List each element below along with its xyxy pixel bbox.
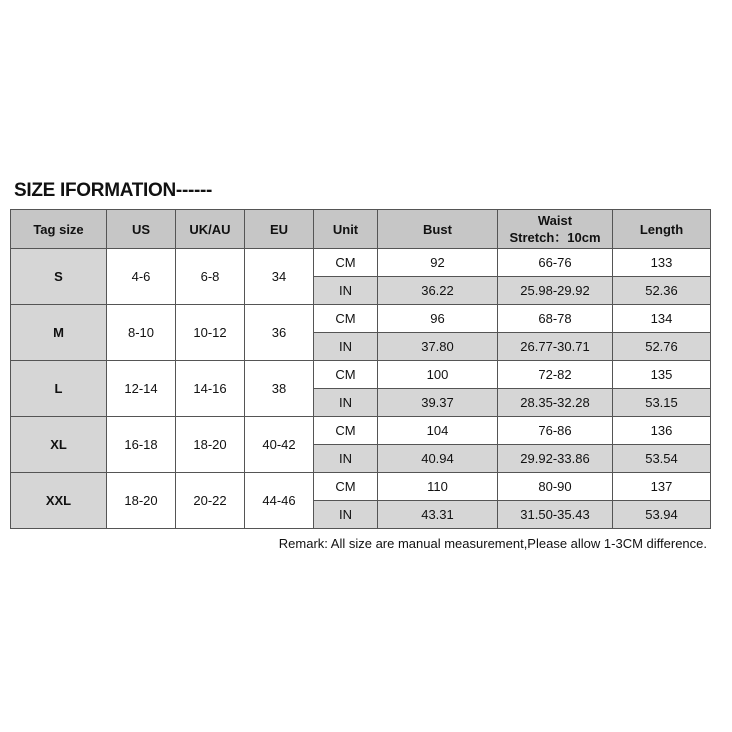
bust-cell: 110 [378, 473, 498, 501]
us-cell: 8-10 [107, 305, 176, 361]
uk-au-cell: 10-12 [176, 305, 245, 361]
tag-size-cell: L [11, 361, 107, 417]
unit-cell: IN [314, 389, 378, 417]
bust-cell: 100 [378, 361, 498, 389]
length-cell: 136 [613, 417, 711, 445]
eu-cell: 38 [245, 361, 314, 417]
us-cell: 12-14 [107, 361, 176, 417]
us-cell: 18-20 [107, 473, 176, 529]
table-row [11, 473, 711, 501]
header-waist-line1: Waist [537, 213, 573, 228]
waist-cell: 25.98-29.92 [498, 277, 613, 305]
header-waist-line2: Stretch：10cm [509, 230, 601, 245]
unit-cell: IN [314, 333, 378, 361]
page-title: SIZE IFORMATION------ [14, 180, 213, 201]
length-cell: 52.76 [613, 333, 711, 361]
length-cell: 52.36 [613, 277, 711, 305]
bust-cell: 96 [378, 305, 498, 333]
unit-cell: CM [314, 305, 378, 333]
waist-cell: 26.77-30.71 [498, 333, 613, 361]
uk-au-cell: 6-8 [176, 249, 245, 305]
bust-cell: 36.22 [378, 277, 498, 305]
uk-au-cell: 20-22 [176, 473, 245, 529]
table-row [11, 361, 711, 389]
unit-cell: CM [314, 417, 378, 445]
header-row [11, 210, 711, 249]
header-tag-size: Tag size [11, 210, 107, 249]
waist-cell: 76-86 [498, 417, 613, 445]
remark-note: Remark: All size are manual measurement,Please allow 1-3CM difference. [278, 536, 707, 551]
tag-size-cell: S [11, 249, 107, 305]
uk-au-cell: 18-20 [176, 417, 245, 473]
uk-au-cell: 14-16 [176, 361, 245, 417]
waist-cell: 28.35-32.28 [498, 389, 613, 417]
waist-cell: 29.92-33.86 [498, 445, 613, 473]
bust-cell: 40.94 [378, 445, 498, 473]
unit-cell: CM [314, 249, 378, 277]
tag-size-cell: XXL [11, 473, 107, 529]
bust-cell: 92 [378, 249, 498, 277]
tag-size-cell: XL [11, 417, 107, 473]
bust-cell: 39.37 [378, 389, 498, 417]
eu-cell: 36 [245, 305, 314, 361]
header-us: US [107, 210, 176, 249]
us-cell: 4-6 [107, 249, 176, 305]
bust-cell: 104 [378, 417, 498, 445]
waist-cell: 66-76 [498, 249, 613, 277]
waist-cell: 80-90 [498, 473, 613, 501]
unit-cell: IN [314, 277, 378, 305]
waist-cell: 72-82 [498, 361, 613, 389]
header-waist [498, 210, 613, 249]
length-cell: 137 [613, 473, 711, 501]
bust-cell: 43.31 [378, 501, 498, 529]
length-cell: 53.94 [613, 501, 711, 529]
length-cell: 53.15 [613, 389, 711, 417]
header-unit: Unit [314, 210, 378, 249]
unit-cell: CM [314, 361, 378, 389]
header-length: Length [613, 210, 711, 249]
table-row [11, 417, 711, 445]
length-cell: 135 [613, 361, 711, 389]
size-chart-table [10, 209, 711, 529]
eu-cell: 40-42 [245, 417, 314, 473]
waist-cell: 68-78 [498, 305, 613, 333]
length-cell: 133 [613, 249, 711, 277]
eu-cell: 34 [245, 249, 314, 305]
length-cell: 53.54 [613, 445, 711, 473]
us-cell: 16-18 [107, 417, 176, 473]
table-row [11, 249, 711, 277]
header-uk-au: UK/AU [176, 210, 245, 249]
unit-cell: IN [314, 501, 378, 529]
length-cell: 134 [613, 305, 711, 333]
tag-size-cell: M [11, 305, 107, 361]
waist-cell: 31.50-35.43 [498, 501, 613, 529]
table-row [11, 305, 711, 333]
header-eu: EU [245, 210, 314, 249]
unit-cell: CM [314, 473, 378, 501]
eu-cell: 44-46 [245, 473, 314, 529]
unit-cell: IN [314, 445, 378, 473]
header-bust: Bust [378, 210, 498, 249]
bust-cell: 37.80 [378, 333, 498, 361]
